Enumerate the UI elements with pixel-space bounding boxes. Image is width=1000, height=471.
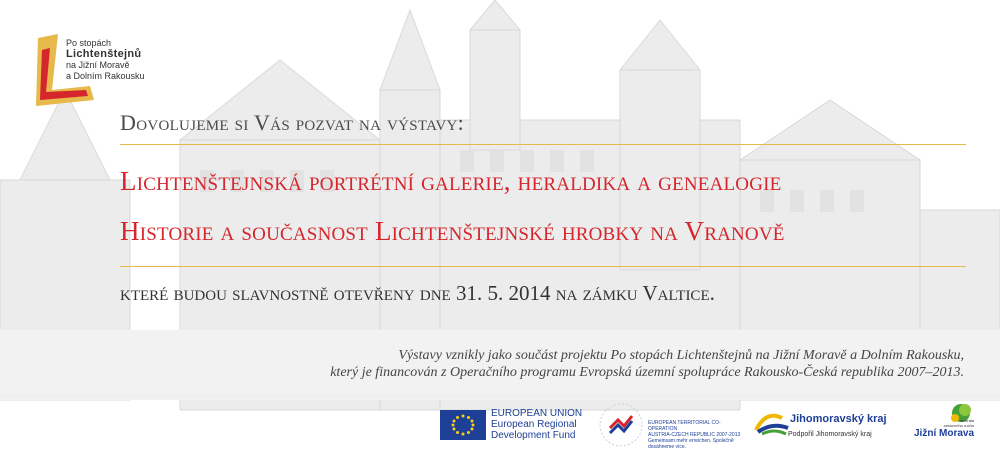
divider-bottom xyxy=(120,266,966,267)
funding-note-line-2: který je financován z Operačního programu Evropská územní spolupráce Rakousko-Česká republika 2007–2013. xyxy=(330,365,964,380)
invitation-heading: Dovolujeme si Vás pozvat na výstavy: xyxy=(120,110,465,135)
logo-line-4: a Dolním Rakousku xyxy=(66,71,145,81)
logo-line-1: Po stopách xyxy=(66,38,112,48)
etc-line-3: Gemeinsam mehr erreichen. Společně dosáhneme více. xyxy=(648,438,734,450)
eu-fund-text xyxy=(491,408,582,441)
divider-top xyxy=(120,144,966,145)
eu-flag-icon xyxy=(440,410,486,440)
etc-programme-logo-icon xyxy=(596,400,646,450)
eu-line-2: European Regional xyxy=(491,419,577,430)
eu-line-1: EUROPEAN UNION xyxy=(491,408,583,419)
etc-programme-text xyxy=(648,420,748,450)
jm-name: Jižní Morava xyxy=(914,428,975,439)
jihomoravsky-kraj-text xyxy=(790,413,887,438)
jmk-subtitle: Podpořil Jihomoravský kraj xyxy=(788,431,872,438)
etc-line-2: AUSTRIA-CZECH REPUBLIC 2007-2013 xyxy=(648,432,741,438)
jihomoravsky-kraj-logo-icon xyxy=(752,408,792,436)
funding-note-line-1: Výstavy vznikly jako součást projektu Po stopách Lichtenštejnů na Jižní Moravě a Dolním Rakousku, xyxy=(398,348,964,363)
project-logo-text xyxy=(66,38,145,82)
exhibition-title-2: Historie a současnost Lichtenštejnské hrobky na Vranově xyxy=(120,216,785,246)
footer-divider xyxy=(0,395,1000,396)
logo-line-3: na Jižní Moravě xyxy=(66,60,130,70)
funding-note xyxy=(264,347,964,381)
logo-line-2: Lichtenštejnů xyxy=(66,48,142,60)
jmk-name: Jihomoravský kraj xyxy=(790,413,887,425)
exhibition-title-1: Lichtenštejnská portrétní galerie, heraldika a genealogie xyxy=(120,166,782,196)
etc-line-1: EUROPEAN TERRITORIAL CO-OPERATION xyxy=(648,420,721,432)
opening-date-text: které budou slavnostně otevřeny dne 31. 5. 2014 na zámku Valtice. xyxy=(120,281,715,305)
eu-line-3: Development Fund xyxy=(491,430,576,441)
jm-small-1: centrála xyxy=(959,418,975,423)
jm-small-2: cestovního ruchu xyxy=(943,423,975,428)
jizni-morava-text xyxy=(914,418,974,439)
